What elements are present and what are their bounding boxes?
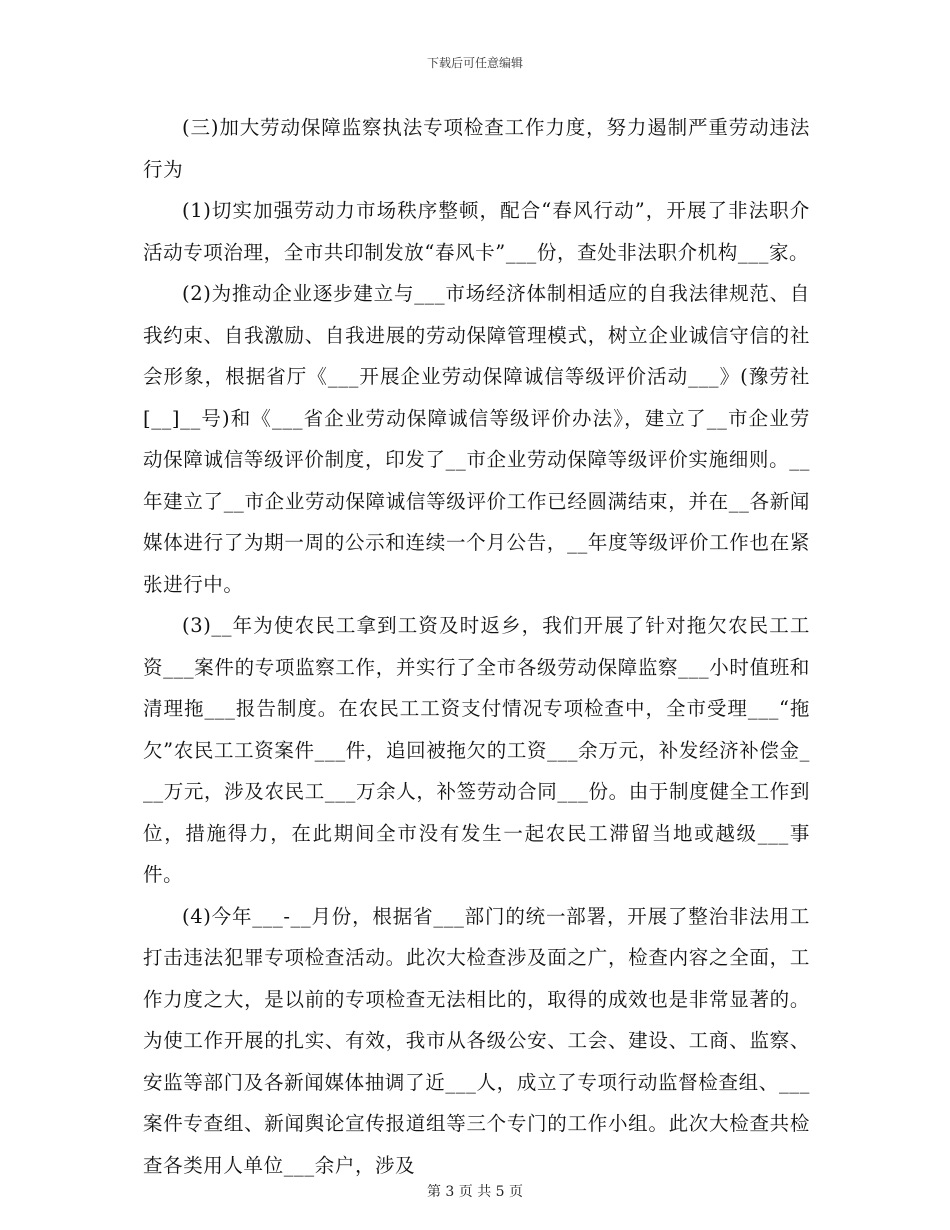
page-header-note: 下载后可任意编辑 [426,56,523,70]
paragraph-2: (2)为推动企业逐步建立与___市场经济体制相适应的自我法律规范、自我约束、自我激励、自我进展的劳动保障管理模式，树立企业诚信守信的社会形象，根据省厅《___开展企业劳动保障诚信等级评价活动___》(豫劳社[__]__号)和《___省企业劳动保障诚信等级评价办法》，建立了__市企业劳动保障诚信等级评价制度，印发了__市企业劳动保障等级评价实施细则。__年建立了__市企业劳动保障诚信等级评价工作已经圆满结束，并在__各新闻媒体进行了为期一周的公示和连续一个月公告，__年度等级评价工作也在紧张进行中。 [143,282,810,596]
page-number: 第 3 页 共 5 页 [426,1184,524,1200]
paragraph-3: (3)__年为使农民工拿到工资及时返乡，我们开展了针对拖欠农民工工资___案件的专项监察工作，并实行了全市各级劳动保障监察___小时值班和清理拖___报告制度。在农民工工资支付情况专项检查中，全市受理___“拖欠”农民工工资案件___件，追回被拖欠的工资___余万元，补发经济补偿金___万元，涉及农民工___万余人，补签劳动合同___份。由于制度健全工作到位，措施得力，在此期间全市没有发生一起农民工滞留当地或越级___事件。 [143,614,810,886]
section-heading: (三)加大劳动保障监察执法专项检查工作力度，努力遏制严重劳动违法行为 [143,116,810,181]
document-body [143,107,810,1186]
paragraph-1: (1)切实加强劳动力市场秩序整顿，配合“春风行动”，开展了非法职介活动专项治理，全市共印制发放“春风卡”___份，查处非法职介机构___家。 [143,199,810,264]
paragraph-4: (4)今年___-__月份，根据省___部门的统一部署，开展了整治非法用工打击违法犯罪专项检查活动。此次大检查涉及面之广，检查内容之全面，工作力度之大，是以前的专项检查无法相比的，取得的成效也是非常显著的。为使工作开展的扎实、有效，我市从各级公安、工会、建设、工商、监察、安监等部门及各新闻媒体抽调了近___人，成立了专项行动监督检查组、___案件专查组、新闻舆论宣传报道组等三个专门的工作小组。此次大检查共检查各类用人单位___余户，涉及 [143,904,810,1177]
